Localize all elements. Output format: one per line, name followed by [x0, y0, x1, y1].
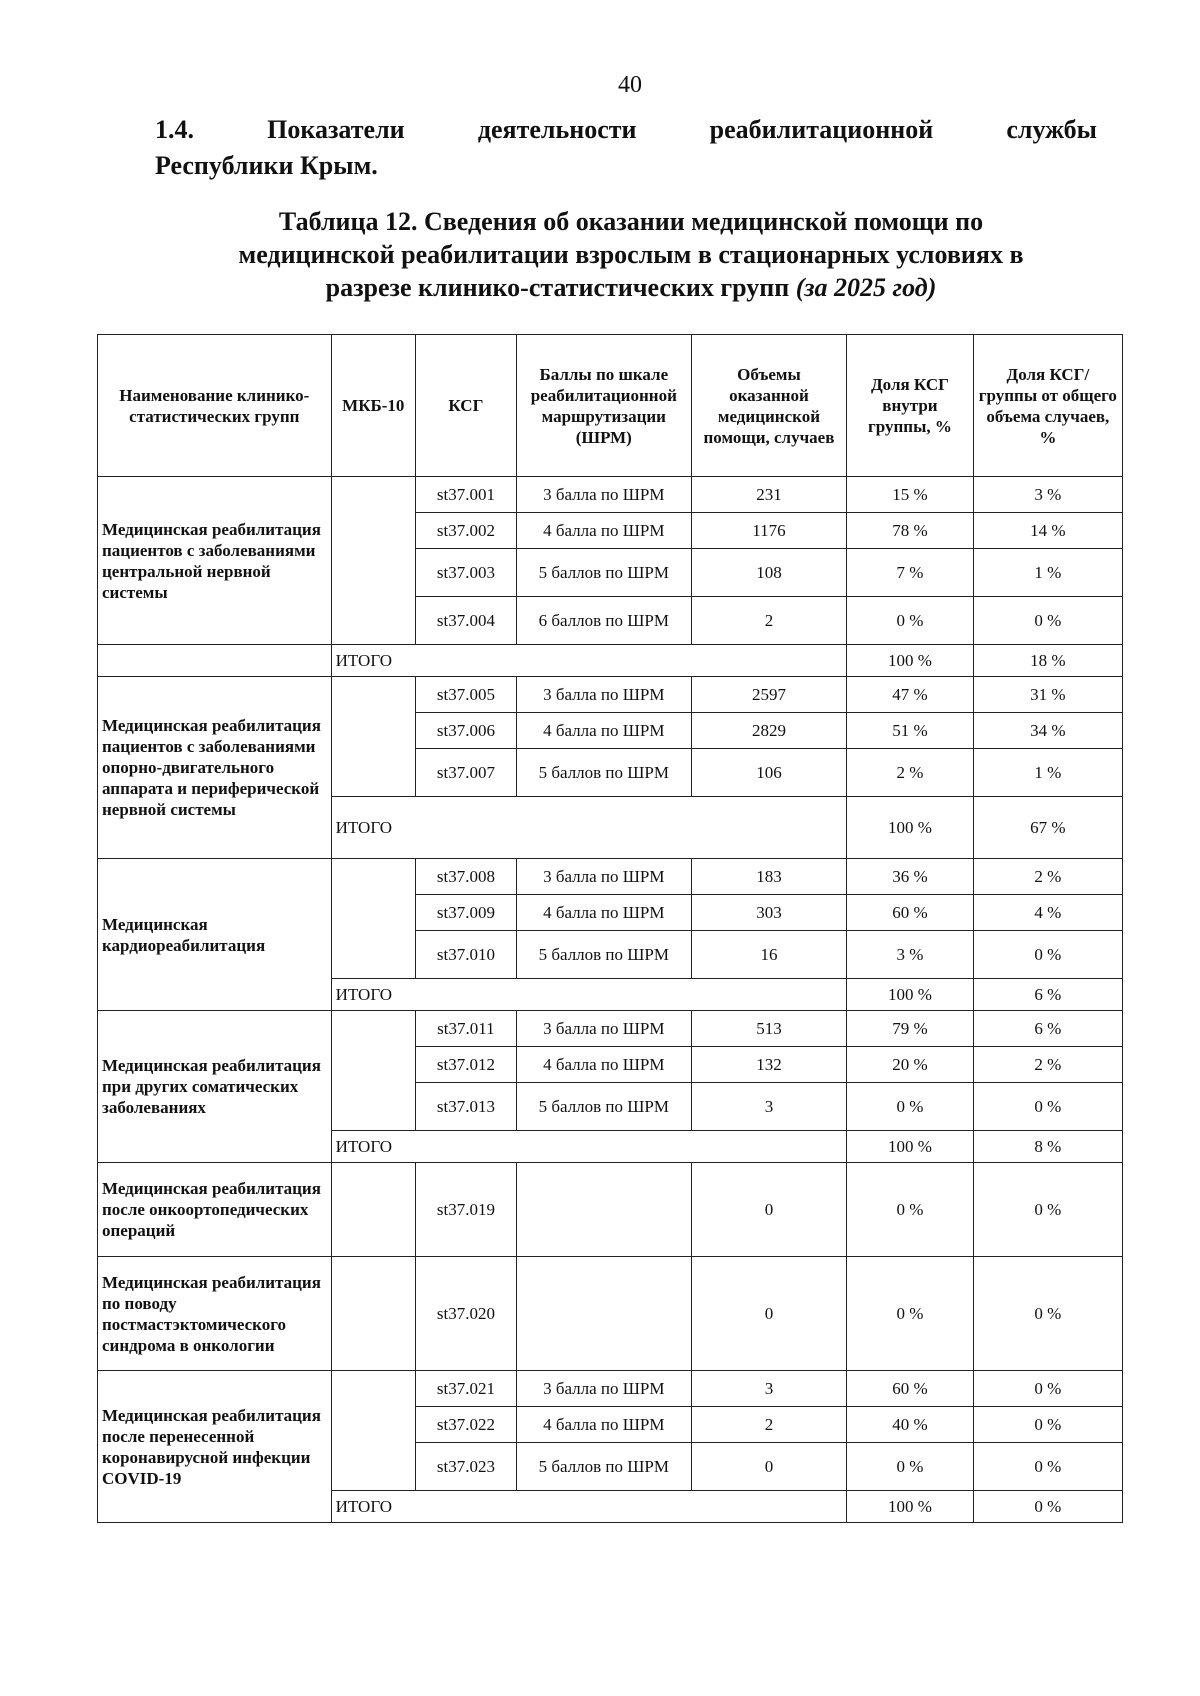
table-row — [98, 677, 1123, 713]
share-in-group-cell: 47 % — [847, 677, 974, 713]
section-heading-word: Показатели — [267, 115, 405, 144]
volume-cell: 132 — [691, 1047, 846, 1083]
shrm-cell — [516, 1257, 691, 1371]
share-total-cell: 4 % — [973, 895, 1122, 931]
share-total-cell: 0 % — [973, 1407, 1122, 1443]
mkb-cell — [331, 1257, 415, 1371]
share-total-cell: 31 % — [973, 677, 1122, 713]
total-share-in-group: 100 % — [847, 1491, 974, 1523]
volume-cell: 231 — [691, 477, 846, 513]
caption-line1: Таблица 12. Сведения об оказании медицинской помощи по — [278, 207, 984, 236]
shrm-cell: 6 баллов по ШРМ — [516, 597, 691, 645]
page-number: 40 — [618, 72, 642, 98]
section-heading — [155, 112, 1097, 184]
share-in-group-cell: 0 % — [847, 1083, 974, 1131]
total-share-total: 6 % — [973, 979, 1122, 1011]
total-label: ИТОГО — [331, 1131, 847, 1163]
shrm-cell: 3 балла по ШРМ — [516, 1371, 691, 1407]
table-row — [98, 859, 1123, 895]
total-share-in-group: 100 % — [847, 645, 974, 677]
group-name: Медицинская реабилитация при других соматических заболеваниях — [98, 1011, 332, 1163]
shrm-cell: 5 баллов по ШРМ — [516, 1443, 691, 1491]
volume-cell: 3 — [691, 1083, 846, 1131]
ksg-cell: st37.009 — [415, 895, 516, 931]
share-total-cell: 0 % — [973, 1443, 1122, 1491]
ksg-cell: st37.004 — [415, 597, 516, 645]
shrm-cell: 5 баллов по ШРМ — [516, 1083, 691, 1131]
total-share-total: 8 % — [973, 1131, 1122, 1163]
caption-period: (за 2025 год) — [795, 273, 937, 302]
share-in-group-cell: 60 % — [847, 895, 974, 931]
shrm-cell: 3 балла по ШРМ — [516, 1011, 691, 1047]
header-shrm: Баллы по шкале реабилитационной маршрутизации (ШРМ) — [516, 335, 691, 477]
share-total-cell: 2 % — [973, 1047, 1122, 1083]
shrm-cell: 3 балла по ШРМ — [516, 859, 691, 895]
group-name: Медицинская реабилитация после онкоортопедических операций — [98, 1163, 332, 1257]
group-name-spacer — [98, 645, 332, 677]
shrm-cell: 5 баллов по ШРМ — [516, 549, 691, 597]
volume-cell: 2597 — [691, 677, 846, 713]
total-share-in-group: 100 % — [847, 797, 974, 859]
table-row — [98, 1371, 1123, 1407]
mkb-cell — [331, 1011, 415, 1131]
mkb-cell — [331, 1371, 415, 1491]
share-in-group-cell: 20 % — [847, 1047, 974, 1083]
group-name: Медицинская кардиореабилитация — [98, 859, 332, 1011]
share-total-cell: 2 % — [973, 859, 1122, 895]
table-caption — [150, 205, 1112, 304]
share-in-group-cell: 3 % — [847, 931, 974, 979]
ksg-cell: st37.023 — [415, 1443, 516, 1491]
volume-cell: 0 — [691, 1443, 846, 1491]
total-share-total: 0 % — [973, 1491, 1122, 1523]
ksg-cell: st37.001 — [415, 477, 516, 513]
volume-cell: 2 — [691, 1407, 846, 1443]
share-total-cell: 0 % — [973, 1083, 1122, 1131]
shrm-cell — [516, 1163, 691, 1257]
total-share-total: 67 % — [973, 797, 1122, 859]
header-share-total: Доля КСГ/группы от общего объема случаев, % — [973, 335, 1122, 477]
ksg-cell: st37.005 — [415, 677, 516, 713]
shrm-cell: 4 балла по ШРМ — [516, 1047, 691, 1083]
ksg-cell: st37.003 — [415, 549, 516, 597]
header-mkb: МКБ-10 — [331, 335, 415, 477]
ksg-cell: st37.006 — [415, 713, 516, 749]
table-row — [98, 1011, 1123, 1047]
ksg-cell: st37.013 — [415, 1083, 516, 1131]
mkb-cell — [331, 859, 415, 979]
ksg-cell: st37.008 — [415, 859, 516, 895]
share-total-cell: 0 % — [973, 931, 1122, 979]
share-in-group-cell: 0 % — [847, 1163, 974, 1257]
caption-line2: медицинской реабилитации взрослым в стационарных условиях в — [238, 240, 1024, 269]
volume-cell: 0 — [691, 1257, 846, 1371]
shrm-cell: 4 балла по ШРМ — [516, 895, 691, 931]
ksg-cell: st37.019 — [415, 1163, 516, 1257]
ksg-cell: st37.022 — [415, 1407, 516, 1443]
header-ksg: КСГ — [415, 335, 516, 477]
volume-cell: 0 — [691, 1163, 846, 1257]
share-in-group-cell: 15 % — [847, 477, 974, 513]
section-heading-word: 1.4. — [155, 115, 194, 144]
shrm-cell: 4 балла по ШРМ — [516, 513, 691, 549]
mkb-cell — [331, 1163, 415, 1257]
volume-cell: 2 — [691, 597, 846, 645]
table-row — [98, 1257, 1123, 1371]
shrm-cell: 4 балла по ШРМ — [516, 1407, 691, 1443]
total-label: ИТОГО — [331, 645, 847, 677]
header-group-name: Наименование клинико-статистических групп — [98, 335, 332, 477]
shrm-cell: 4 балла по ШРМ — [516, 713, 691, 749]
header-volume: Объемы оказанной медицинской помощи, случаев — [691, 335, 846, 477]
ksg-cell: st37.002 — [415, 513, 516, 549]
ksg-cell: st37.012 — [415, 1047, 516, 1083]
shrm-cell: 3 балла по ШРМ — [516, 477, 691, 513]
share-total-cell: 34 % — [973, 713, 1122, 749]
share-in-group-cell: 78 % — [847, 513, 974, 549]
share-total-cell: 0 % — [973, 597, 1122, 645]
volume-cell: 183 — [691, 859, 846, 895]
section-heading-word: реабилитационной — [709, 115, 934, 144]
share-in-group-cell: 36 % — [847, 859, 974, 895]
section-heading-word: деятельности — [477, 115, 637, 144]
share-total-cell: 0 % — [973, 1257, 1122, 1371]
total-label: ИТОГО — [331, 979, 847, 1011]
table-row — [98, 1163, 1123, 1257]
shrm-cell: 3 балла по ШРМ — [516, 677, 691, 713]
mkb-cell — [331, 477, 415, 645]
table-row — [98, 477, 1123, 513]
header-share-in-group: Доля КСГ внутри группы, % — [847, 335, 974, 477]
total-row — [98, 645, 1123, 677]
ksg-cell: st37.010 — [415, 931, 516, 979]
share-in-group-cell: 60 % — [847, 1371, 974, 1407]
ksg-cell: st37.011 — [415, 1011, 516, 1047]
share-total-cell: 1 % — [973, 549, 1122, 597]
share-in-group-cell: 2 % — [847, 749, 974, 797]
group-name: Медицинская реабилитация после перенесенной коронавирусной инфекции COVID-19 — [98, 1371, 332, 1523]
group-name: Медицинская реабилитация пациентов с заболеваниями центральной нервной системы — [98, 477, 332, 645]
share-in-group-cell: 51 % — [847, 713, 974, 749]
share-in-group-cell: 0 % — [847, 1443, 974, 1491]
section-heading-word: службы — [1006, 115, 1097, 144]
volume-cell: 106 — [691, 749, 846, 797]
ksg-cell: st37.020 — [415, 1257, 516, 1371]
caption-line3-text: разрезе клинико-статистических групп — [325, 273, 796, 302]
total-label: ИТОГО — [331, 1491, 847, 1523]
group-name: Медицинская реабилитация по поводу постмастэктомического синдрома в онкологии — [98, 1257, 332, 1371]
volume-cell: 303 — [691, 895, 846, 931]
share-in-group-cell: 40 % — [847, 1407, 974, 1443]
shrm-cell: 5 баллов по ШРМ — [516, 931, 691, 979]
volume-cell: 108 — [691, 549, 846, 597]
share-total-cell: 0 % — [973, 1163, 1122, 1257]
total-share-in-group: 100 % — [847, 979, 974, 1011]
group-name: Медицинская реабилитация пациентов с заболеваниями опорно-двигательного аппарата и периферической нервной системы — [98, 677, 332, 859]
volume-cell: 2829 — [691, 713, 846, 749]
section-heading-line1 — [155, 112, 1097, 148]
share-total-cell: 0 % — [973, 1371, 1122, 1407]
volume-cell: 1176 — [691, 513, 846, 549]
share-in-group-cell: 79 % — [847, 1011, 974, 1047]
caption-line3 — [150, 271, 1112, 304]
section-heading-line2: Республики Крым. — [155, 151, 378, 180]
rehabilitation-table — [97, 334, 1123, 1523]
share-total-cell: 3 % — [973, 477, 1122, 513]
ksg-cell: st37.021 — [415, 1371, 516, 1407]
ksg-cell: st37.007 — [415, 749, 516, 797]
share-total-cell: 14 % — [973, 513, 1122, 549]
share-in-group-cell: 0 % — [847, 597, 974, 645]
volume-cell: 513 — [691, 1011, 846, 1047]
shrm-cell: 5 баллов по ШРМ — [516, 749, 691, 797]
total-share-in-group: 100 % — [847, 1131, 974, 1163]
volume-cell: 16 — [691, 931, 846, 979]
mkb-cell — [331, 677, 415, 797]
share-in-group-cell: 0 % — [847, 1257, 974, 1371]
total-label: ИТОГО — [331, 797, 847, 859]
share-in-group-cell: 7 % — [847, 549, 974, 597]
share-total-cell: 6 % — [973, 1011, 1122, 1047]
total-share-total: 18 % — [973, 645, 1122, 677]
header-row — [98, 335, 1123, 477]
share-total-cell: 1 % — [973, 749, 1122, 797]
volume-cell: 3 — [691, 1371, 846, 1407]
